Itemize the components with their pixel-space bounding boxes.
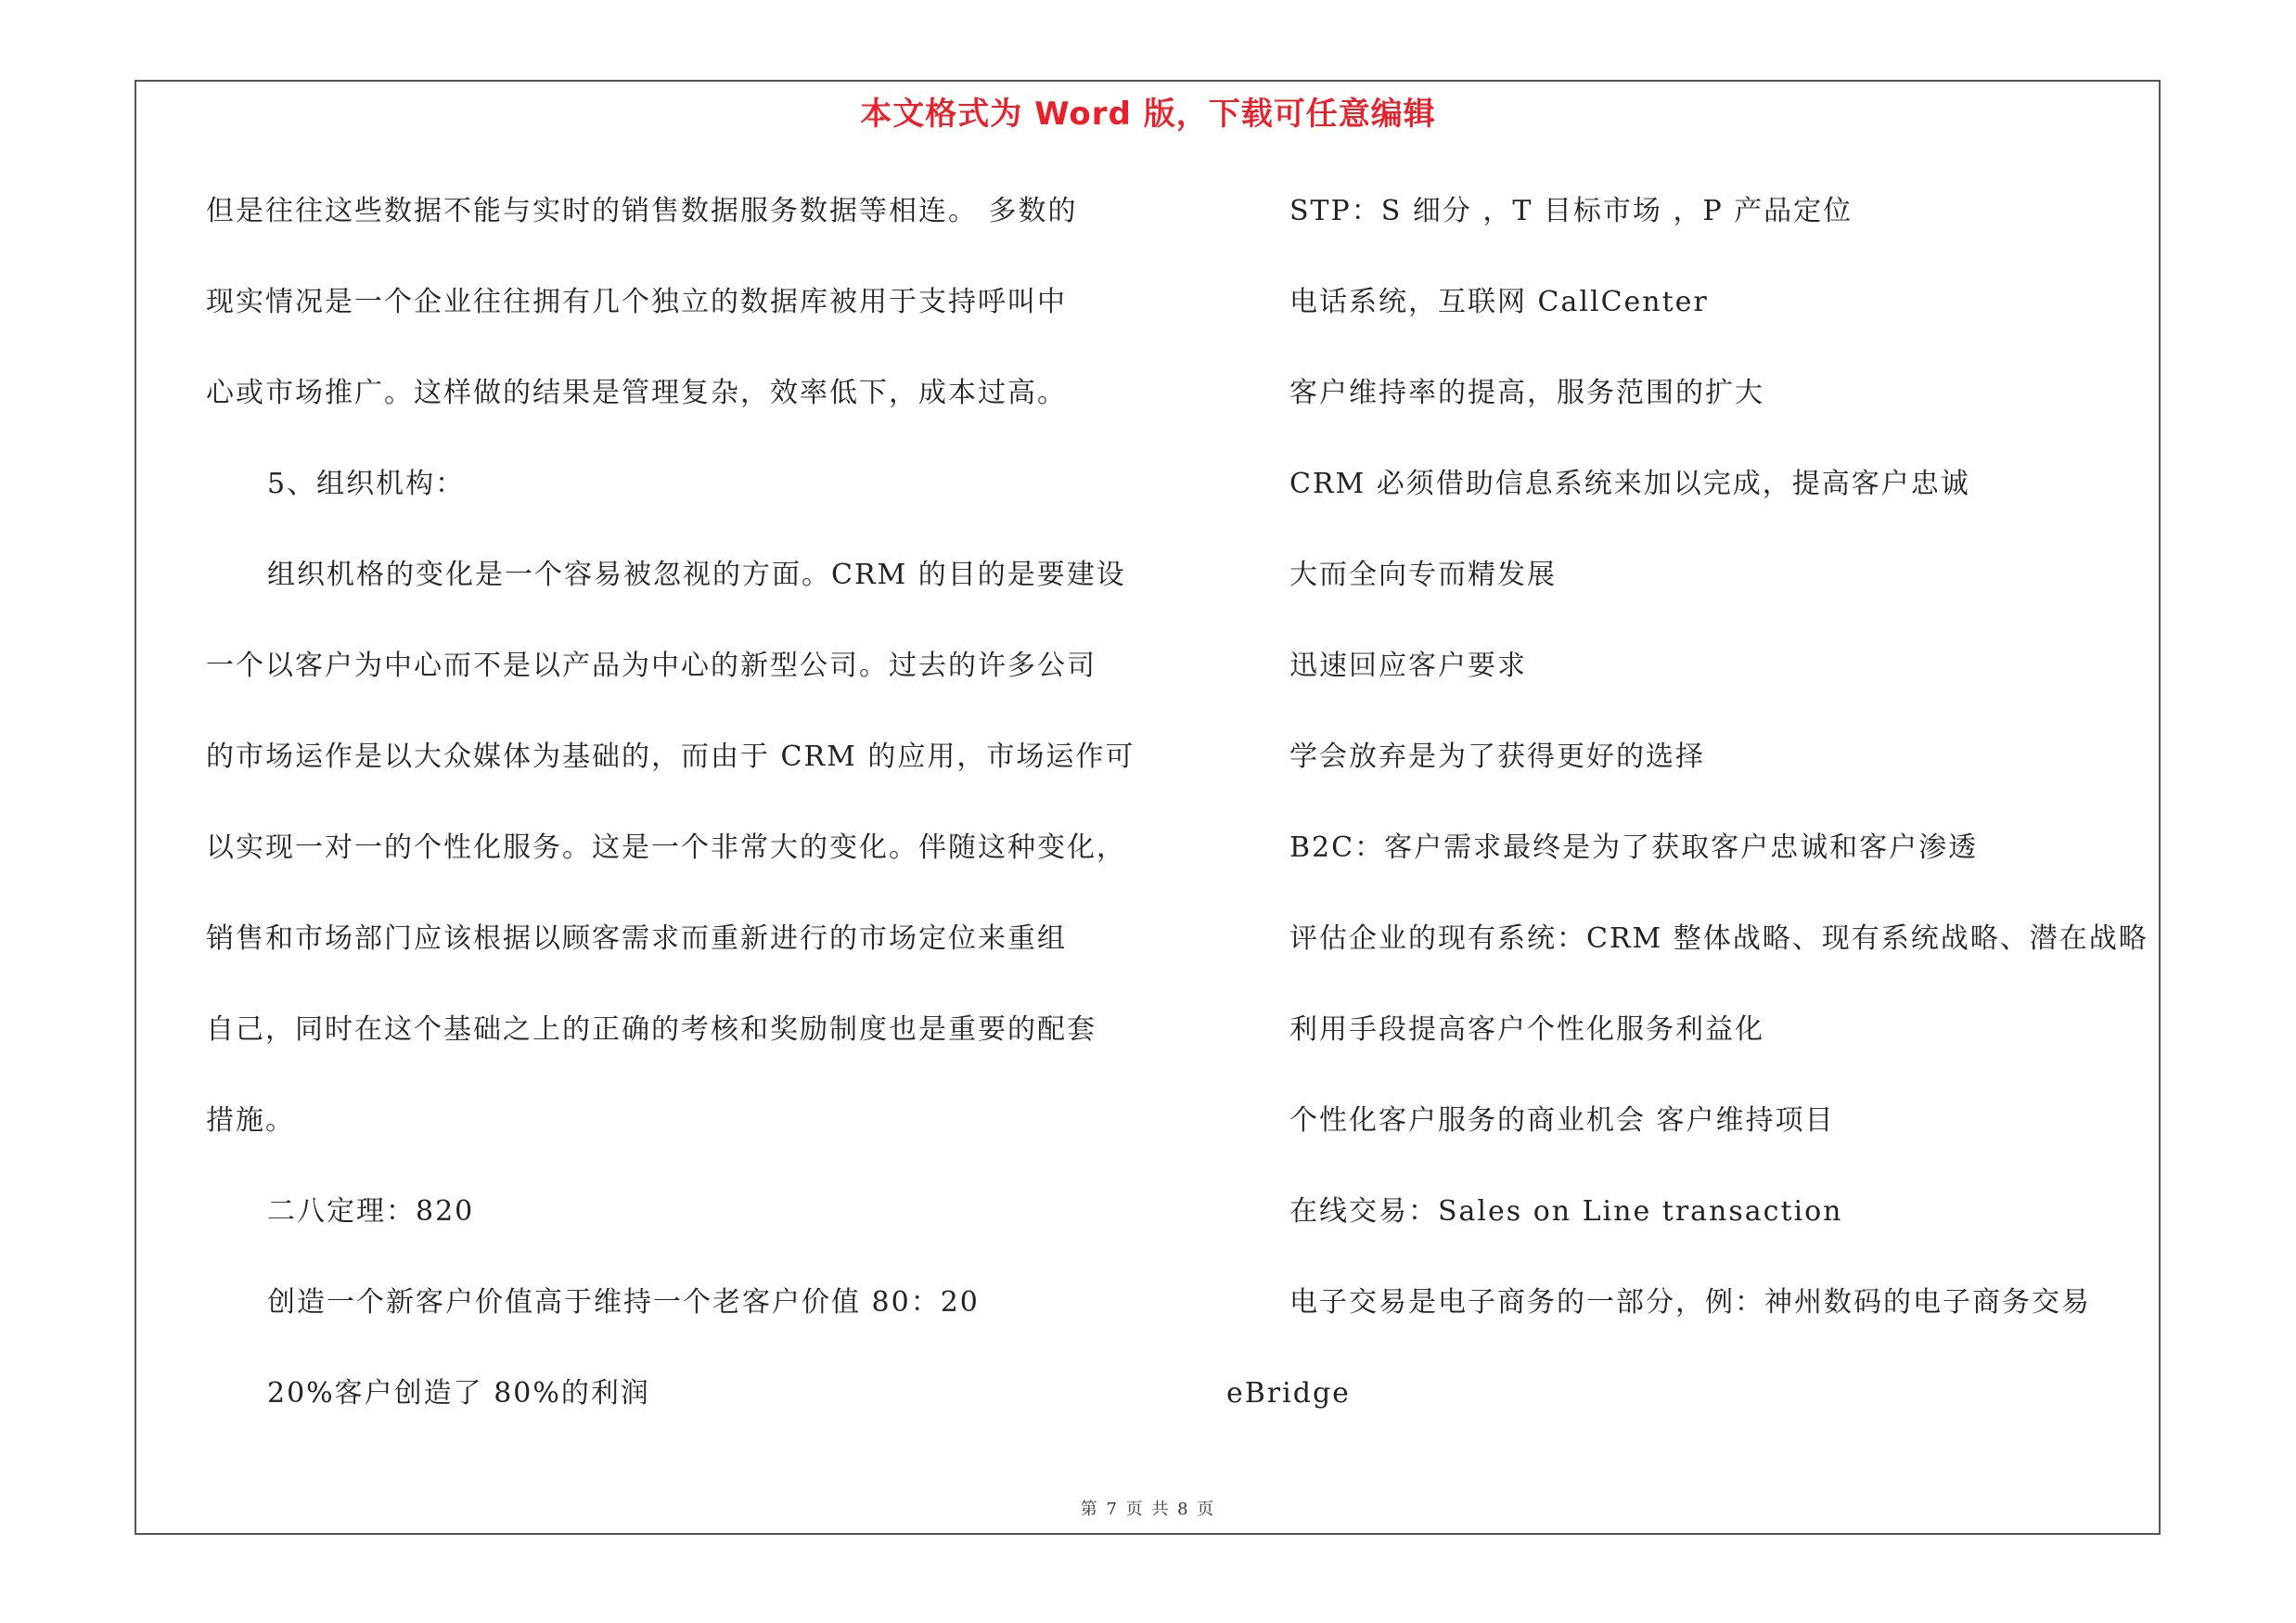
- section-heading: 5、组织机构：: [267, 468, 466, 500]
- text-line: 学会放弃是为了获得更好的选择: [1289, 741, 1705, 773]
- text-line: 大而全向专而精发展: [1289, 559, 1557, 591]
- text-line: 自己，同时在这个基础之上的正确的考核和奖励制度也是重要的配套: [206, 1013, 1097, 1046]
- text-line: 客户维持率的提高，服务范围的扩大: [1289, 377, 1764, 409]
- text-line: 销售和市场部门应该根据以顾客需求而重新进行的市场定位来重组: [206, 922, 1067, 955]
- text-line: 现实情况是一个企业往往拥有几个独立的数据库被用于支持呼叫中: [206, 286, 1067, 318]
- text-line: 措施。: [206, 1104, 295, 1137]
- text-line: 在线交易：Sales on Line transaction: [1289, 1195, 1843, 1228]
- right-text-column: [1226, 184, 2161, 1457]
- text-line: 迅速回应客户要求: [1289, 650, 1527, 682]
- text-line: 一个以客户为中心而不是以产品为中心的新型公司。过去的许多公司: [206, 650, 1097, 682]
- left-text-column: [206, 184, 1134, 1457]
- text-line: 电话系统，互联网 CallCenter: [1289, 286, 1709, 318]
- text-line: 个性化客户服务的商业机会 客户维持项目: [1289, 1104, 1835, 1137]
- text-line: STP：S 细分 ，T 目标市场 ，P 产品定位: [1289, 195, 1853, 227]
- text-line: 心或市场推广。这样做的结果是管理复杂，效率低下，成本过高。: [206, 377, 1067, 409]
- text-line: 以实现一对一的个性化服务。这是一个非常大的变化。伴随这种变化，: [206, 831, 1126, 864]
- text-line: 评估企业的现有系统：CRM 整体战略、现有系统战略、潜在战略: [1289, 922, 2148, 955]
- text-line: CRM 必须借助信息系统来加以完成，提高客户忠诚: [1289, 468, 1970, 500]
- text-line: eBridge: [1226, 1377, 1351, 1410]
- text-line: 二八定理：820: [267, 1195, 475, 1228]
- text-line: 20%客户创造了 80%的利润: [267, 1377, 650, 1410]
- format-banner: 本文格式为 Word 版，下载可任意编辑: [860, 96, 1436, 133]
- text-line: B2C：客户需求最终是为了获取客户忠诚和客户渗透: [1289, 831, 1979, 864]
- text-line: 电子交易是电子商务的一部分，例：神州数码的电子商务交易: [1289, 1286, 2091, 1319]
- text-line: 组织机格的变化是一个容易被忽视的方面。CRM 的目的是要建设: [267, 559, 1126, 591]
- page-number: 第 7 页 共 8 页: [1080, 1500, 1216, 1519]
- text-line: 利用手段提高客户个性化服务利益化: [1289, 1013, 1764, 1046]
- text-line: 但是往往这些数据不能与实时的销售数据服务数据等相连。 多数的: [206, 195, 1078, 227]
- text-line: 创造一个新客户价值高于维持一个老客户价值 80：20: [267, 1286, 980, 1319]
- text-line: 的市场运作是以大众媒体为基础的，而由于 CRM 的应用，市场运作可: [206, 741, 1135, 773]
